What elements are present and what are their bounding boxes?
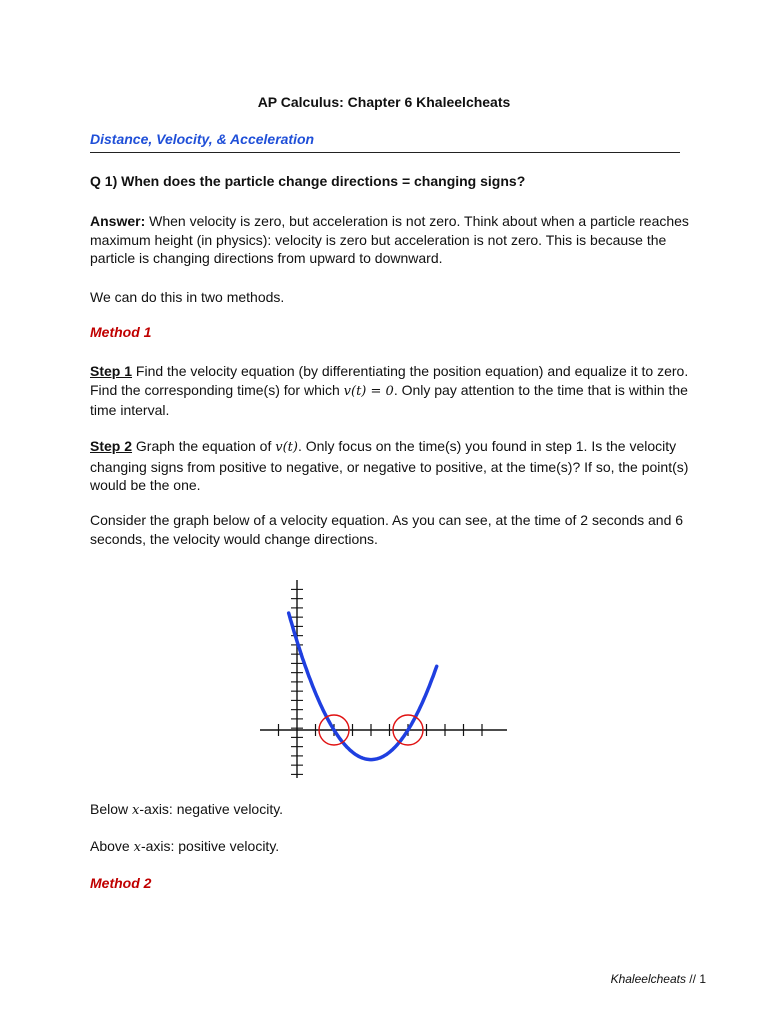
graph-intro-paragraph: Consider the graph below of a velocity equation. As you can see, at the time of 2 seconds and 6 seconds, the velocity would change directions. bbox=[90, 512, 684, 547]
method-1-heading: Method 1 bbox=[90, 324, 152, 340]
step-1-paragraph bbox=[90, 362, 690, 420]
step-2-math: v(t) bbox=[275, 440, 298, 455]
above-text-a: Above bbox=[90, 838, 134, 854]
footer-name: Khaleelcheats bbox=[610, 972, 686, 986]
step-1-math: v(t) = 0 bbox=[343, 383, 394, 399]
step-1-text-b: . Only pay attention to the time that is within the time interval. bbox=[90, 381, 688, 418]
footer-page-number: 1 bbox=[699, 972, 706, 986]
answer-label: Answer: bbox=[90, 213, 146, 229]
step-1-label: Step 1 bbox=[90, 363, 133, 379]
below-text-a: Below bbox=[90, 801, 133, 817]
page-footer bbox=[611, 972, 706, 986]
step-2-text-b: . Only focus on the time(s) you found in step 1. Is the velocity changing signs from positive to negative, or negative to positive, at the time(s)? If so, the point(s) would be the one. bbox=[90, 438, 689, 493]
footer-separator: // bbox=[685, 972, 700, 986]
below-text-b: -axis: negative velocity. bbox=[139, 801, 284, 817]
below-math: x bbox=[132, 803, 140, 818]
velocity-graph bbox=[255, 578, 515, 783]
answer-text: When velocity is zero, but acceleration is not zero. Think about when a particle reaches maximum height (in physics): velocity is zero but acceleration is not zero. This is because the particle is changing directions from upward to downward. bbox=[90, 213, 689, 266]
velocity-curve bbox=[289, 613, 437, 760]
step-2-label: Step 2 bbox=[90, 438, 133, 454]
answer-paragraph bbox=[90, 212, 690, 268]
above-math: x bbox=[133, 840, 141, 855]
below-axis-note bbox=[90, 800, 690, 821]
method-2-heading: Method 2 bbox=[90, 875, 152, 891]
above-text-b: -axis: positive velocity. bbox=[140, 838, 280, 854]
above-axis-note bbox=[90, 837, 690, 858]
step-2-text-a: Graph the equation of bbox=[135, 438, 276, 454]
document-title: AP Calculus: Chapter 6 Khaleelcheats bbox=[257, 94, 511, 110]
question-1: Q 1) When does the particle change directions = changing signs? bbox=[90, 173, 526, 189]
methods-intro: We can do this in two methods. bbox=[90, 289, 285, 305]
step-1-text-a: Find the velocity equation (by differentiating the position equation) and equalize it to zero. Find the corresponding time(s) for which bbox=[90, 363, 689, 398]
section-heading: Distance, Velocity, & Acceleration bbox=[90, 131, 680, 153]
step-2-paragraph bbox=[90, 437, 690, 495]
